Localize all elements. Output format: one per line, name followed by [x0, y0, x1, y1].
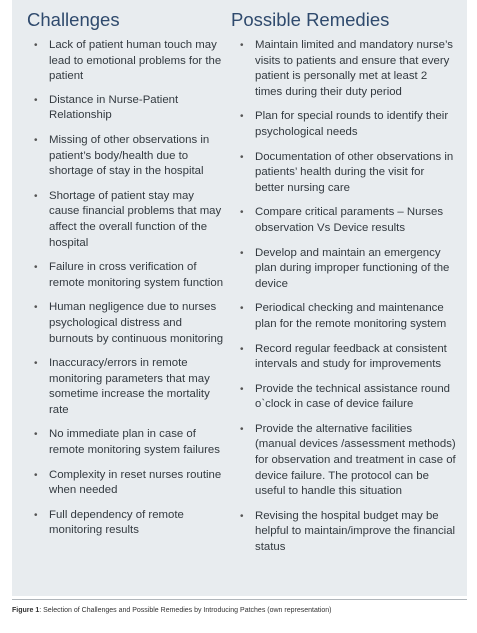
bullet-icon: • [240, 247, 244, 259]
bullet-icon: • [34, 358, 38, 370]
remedy-item: • Record regular feedback at consistent intervals and study for improvements [240, 342, 447, 371]
bullet-icon: • [240, 343, 244, 355]
bullet-icon: • [240, 510, 244, 522]
challenge-item: • Failure in cross verification of remote monitoring system function [34, 261, 224, 289]
remedy-item: • Periodical checking and maintenance plan for the remote monitoring system [240, 302, 447, 330]
bullet-icon: • [240, 40, 244, 51]
challenges-list [27, 38, 227, 539]
bullet-icon: • [34, 40, 38, 51]
challenge-item: • Inaccuracy/errors in remote monitoring parameters that may sometime increase the mortality rate [34, 357, 210, 416]
bullet-icon: • [240, 423, 244, 435]
bullet-icon: • [34, 302, 38, 314]
challenge-item: • Distance in Nurse-Patient Relationship [34, 93, 179, 122]
challenges-column [27, 0, 227, 539]
bullet-icon: • [240, 111, 244, 123]
remedy-item: • Compare critical paraments – Nurses observation Vs Device results [240, 206, 444, 234]
challenge-item: • Human negligence due to nurses psychological distress and burnouts by continuous monitoring [34, 301, 224, 345]
remedies-list [231, 38, 456, 556]
challenge-item: • Missing of other observations in patient’s body/health due to shortage of stay in the hospital [34, 133, 210, 178]
caption-text: : Selection of Challenges and Possible Remedies by Introducing Patches (own representation) [39, 607, 332, 614]
challenge-item: • No immediate plan in case of remote monitoring system failures [34, 428, 220, 457]
challenges-heading: Challenges [27, 9, 120, 30]
bullet-icon: • [34, 429, 38, 441]
challenge-item: • Complexity in reset nurses routine when needed [34, 468, 222, 497]
bullet-icon: • [34, 469, 38, 481]
bullet-icon: • [34, 262, 38, 274]
figure-caption [12, 606, 467, 616]
bullet-icon: • [34, 190, 38, 202]
challenge-item: • Lack of patient human touch may lead to emotional problems for the patient [34, 39, 222, 83]
remedies-heading: Possible Remedies [231, 9, 390, 30]
remedy-item: • Maintain limited and mandatory nurse’s visits to patients and ensure that every patient is personally met at least 2 times during their duty period [240, 39, 453, 98]
bullet-icon: • [240, 383, 244, 395]
remedy-item: • Develop and maintain an emergency plan during improper functioning of the device [240, 246, 450, 290]
remedy-item: • Provide the technical assistance round o`clock in case of device failure [240, 382, 451, 411]
remedy-item: • Documentation of other observations in patients’ health during the visit for better nursing care [240, 150, 454, 194]
caption-divider [12, 599, 467, 600]
remedy-item: • Provide the alternative facilities (manual devices /assessment methods) for observation and treatment in case of device failure. The protocol can be useful to handle this situation [240, 422, 456, 498]
challenge-item: • Shortage of patient stay may cause financial problems that may affect the overall function of the hospital [34, 189, 222, 249]
bullet-icon: • [34, 94, 38, 106]
remedy-item: • Plan for special rounds to identify their psychological needs [240, 110, 449, 138]
bullet-icon: • [34, 509, 38, 521]
bullet-icon: • [34, 134, 38, 146]
figure-panel [12, 0, 467, 596]
remedy-item: • Revising the hospital budget may be helpful to maintain/improve the financial status [240, 509, 456, 554]
remedies-column [231, 0, 456, 556]
bullet-icon: • [240, 151, 244, 163]
bullet-icon: • [240, 303, 244, 315]
caption-label: Figure 1 [12, 607, 40, 614]
bullet-icon: • [240, 207, 244, 219]
challenge-item: • Full dependency of remote monitoring results [34, 508, 184, 537]
